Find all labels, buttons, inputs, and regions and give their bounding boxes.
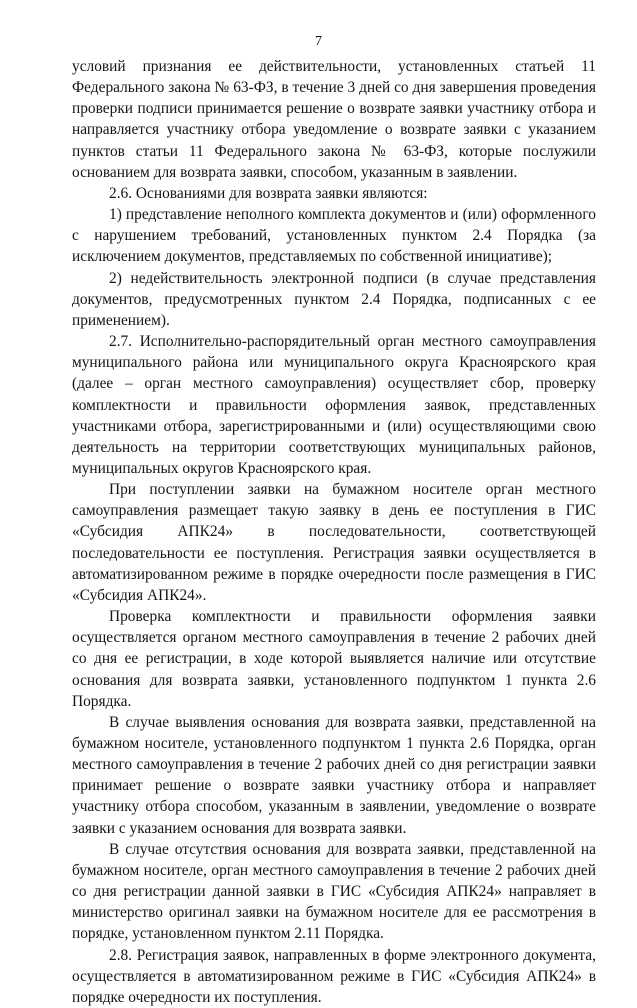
paragraph-continuation: условий признания ее действительности, установленных статьей 11 Федерального закона № 63-ФЗ, в течение 3 дней со дня завершения проведения проверки подписи принимается решение о возврате заявки участнику отбора и направляется участнику отбора уведомление о возврате заявки с указанием пунктов статьи 11 Федерального закона № 63-ФЗ, которые послужили основанием для возврата заявки, способом, указанным в заявлении. (72, 58, 596, 181)
paragraph-2-8: 2.8. Регистрация заявок, направленных в форме электронного документа, осуществляется в автоматизированном режиме в ГИС «Субсидия АПК24» в порядке очередности их поступления. (72, 946, 596, 1006)
paragraph-2-7: 2.7. Исполнительно-распорядительный орган местного самоуправления муниципального района или муниципального округа Красноярского края (далее – орган местного самоуправления) осуществляет сбор, проверку комплектности и правильности оформления заявок, представленных участниками отбора, зарегистрированными и (или) осуществляющими свою деятельность на территории соответствующих муниципальных районов, муниципальных округов Красноярского края. (72, 333, 596, 477)
paragraph-paper-submission: При поступлении заявки на бумажном носителе орган местного самоуправления размещает такую заявку в день ее поступления в ГИС «Субсидия АПК24» в последовательности, соответствующей последовательности ее поступления. Регистрация заявки осуществляется в автоматизированном режиме в порядке очередности после размещения в ГИС «Субсидия АПК24». (72, 481, 596, 604)
paragraph-completeness-check: Проверка комплектности и правильности оформления заявки осуществляется органом местного самоуправления в течение 2 рабочих дней со дня ее регистрации, в ходе которой выявляется наличие или отсутствие основания для возврата заявки, установленного подпунктом 1 пункта 2.6 Порядка. (72, 608, 596, 710)
paragraph-no-return-grounds: В случае отсутствия основания для возврата заявки, представленной на бумажном носителе, орган местного самоуправления в течение 2 рабочих дней со дня регистрации данной заявки в ГИС «Субсидия АПК24» направляет в министерство оригинал заявки на бумажном носителе для ее рассмотрения в порядке, установленном пунктом 2.11 Порядка. (72, 840, 596, 943)
paragraph-2-6-item-2: 2) недействительность электронной подписи (в случае представления документов, предусмотренных пунктом 2.4 Порядка, подписанных с ее применением). (72, 269, 596, 329)
paragraph-return-grounds-found: В случае выявления основания для возврата заявки, представленной на бумажном носителе, установленного подпунктом 1 пункта 2.6 Порядка, орган местного самоуправления в течение 2 рабочих дней со дня регистрации заявки принимает решение о возврате заявки участнику отбора и направляет участнику отбора способом, указанным в заявлении, уведомление о возврате заявки с указанием основания для возврата заявки. (72, 713, 596, 837)
page-number: 7 (315, 34, 322, 49)
paragraph-2-6-item-1: 1) представление неполного комплекта документов и (или) оформленного с нарушением требований, установленных пунктом 2.4 Порядка (за исключением документов, представляемых по собственной инициативе); (72, 206, 596, 266)
paragraph-2-6-heading: 2.6. Основаниями для возврата заявки являются: (109, 184, 428, 202)
document-body (72, 56, 596, 1008)
